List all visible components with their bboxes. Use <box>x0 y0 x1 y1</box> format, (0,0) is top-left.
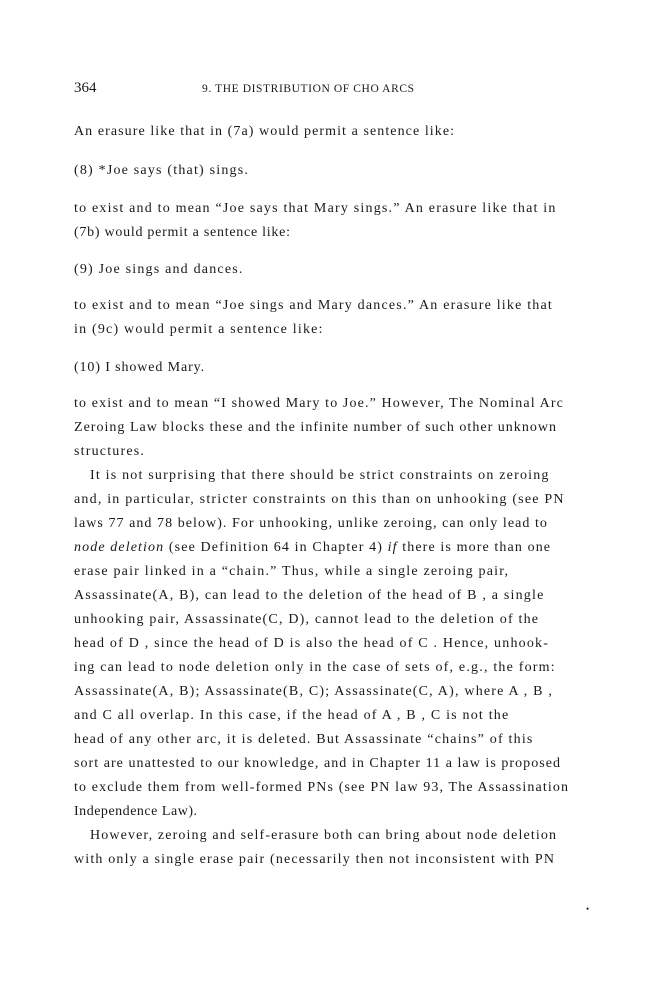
text-line: Assassinate(A, B), can lead to the deletion of the head of B , a single <box>74 588 545 603</box>
text-line: and, in particular, stricter constraints on this than on unhooking (see PN <box>74 492 565 507</box>
text-line: (9) Joe sings and dances. <box>74 262 244 277</box>
text-line: However, zeroing and self-erasure both can bring about node deletion <box>90 828 558 843</box>
text-line: sort are unattested to our knowledge, and in Chapter 11 a law is proposed <box>74 756 562 771</box>
text-line: (7b) would permit a sentence like: <box>74 225 291 240</box>
text-line: head of any other arc, it is deleted. But Assassinate “chains” of this <box>74 732 534 747</box>
text-line: Assassinate(A, B); Assassinate(B, C); Assassinate(C, A), where A , B , <box>74 684 554 699</box>
text-line: (10) I showed Mary. <box>74 360 205 375</box>
page-header <box>74 80 574 100</box>
italic-span: node deletion <box>74 540 165 555</box>
text-line: with only a single erase pair (necessarily then not inconsistent with PN <box>74 852 556 867</box>
text-span: (see Definition 64 in Chapter 4) <box>164 540 388 555</box>
text-line: erase pair linked in a “chain.” Thus, while a single zeroing pair, <box>74 564 510 579</box>
text-line <box>74 540 551 556</box>
page-number: 364 <box>74 80 97 96</box>
italic-span: if <box>387 540 398 555</box>
text-line: to exist and to mean “I showed Mary to Joe.” However, The Nominal Arc <box>74 396 564 411</box>
running-head: 9. THE DISTRIBUTION OF CHO ARCS <box>202 83 415 95</box>
text-span: there is more than one <box>397 540 552 555</box>
text-line: An erasure like that in (7a) would permit a sentence like: <box>74 124 456 139</box>
text-line: to exist and to mean “Joe says that Mary sings.” An erasure like that in <box>74 201 557 216</box>
text-line: ing can lead to node deletion only in the case of sets of, e.g., the form: <box>74 660 556 675</box>
text-line: It is not surprising that there should be strict constraints on zeroing <box>90 468 550 483</box>
text-line: structures. <box>74 444 146 459</box>
text-line: head of D , since the head of D is also the head of C . Hence, unhook- <box>74 636 550 651</box>
text-line: Zeroing Law blocks these and the infinite number of such other unknown <box>74 420 558 435</box>
text-line: unhooking pair, Assassinate(C, D), cannot lead to the deletion of the <box>74 612 540 627</box>
text-line: (8) *Joe says (that) sings. <box>74 163 250 178</box>
text-line: and C all overlap. In this case, if the head of A , B , C is not the <box>74 708 510 723</box>
text-line: to exclude them from well-formed PNs (see PN law 93, The Assassination <box>74 780 570 795</box>
stray-mark: • <box>586 904 590 914</box>
text-line: to exist and to mean “Joe sings and Mary dances.” An erasure like that <box>74 298 553 313</box>
text-line: Independence Law). <box>74 804 198 819</box>
text-line: laws 77 and 78 below). For unhooking, unlike zeroing, can only lead to <box>74 516 548 531</box>
text-line: in (9c) would permit a sentence like: <box>74 322 324 337</box>
